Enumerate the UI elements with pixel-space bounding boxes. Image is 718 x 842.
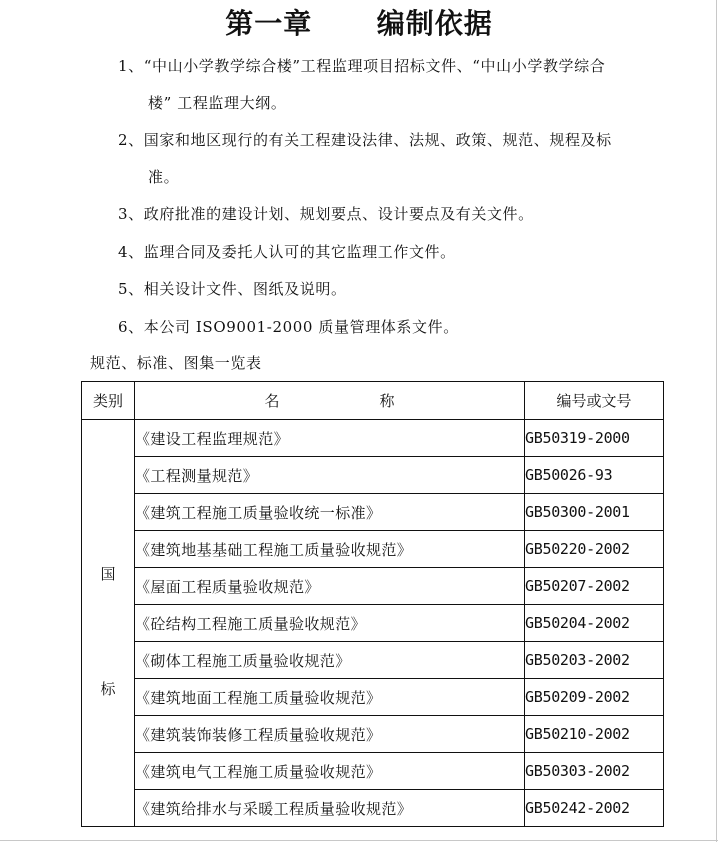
table-header-row	[82, 382, 664, 420]
header-name-part1: 名	[264, 392, 280, 410]
standard-name-cell: 《建筑工程施工质量验收统一标准》	[135, 494, 525, 531]
standard-code-cell: GB50210-2002	[525, 716, 664, 753]
basis-item-4: 4、监理合同及委托人认可的其它监理工作文件。	[118, 243, 456, 261]
standard-name-cell: 《建筑地面工程施工质量验收规范》	[135, 679, 525, 716]
standard-code-cell: GB50207-2002	[525, 568, 664, 605]
basis-item-2-line-1: 2、国家和地区现行的有关工程建设法律、法规、政策、规范、规程及标	[118, 131, 612, 149]
standard-name-cell: 《建设工程监理规范》	[135, 420, 525, 457]
basis-item-1-line-1: 1、“中山小学教学综合楼”工程监理项目招标文件、“中山小学教学综合	[118, 57, 606, 75]
table-row	[82, 457, 664, 494]
basis-item-5: 5、相关设计文件、图纸及说明。	[118, 280, 347, 298]
category-cell	[82, 420, 135, 827]
category-char: 标	[100, 680, 116, 698]
page-edge-bottom	[0, 840, 718, 841]
basis-item-3: 3、政府批准的建设计划、规划要点、设计要点及有关文件。	[118, 205, 534, 223]
table-row	[82, 642, 664, 679]
standard-code-cell: GB50242-2002	[525, 790, 664, 827]
standard-code-cell: GB50300-2001	[525, 494, 664, 531]
standards-table	[81, 381, 664, 827]
header-code: 编号或文号	[525, 382, 664, 420]
standard-code-cell: GB50203-2002	[525, 642, 664, 679]
standard-code-cell: GB50026-93	[525, 457, 664, 494]
standard-name-cell: 《屋面工程质量验收规范》	[135, 568, 525, 605]
table-row	[82, 568, 664, 605]
chapter-title: 第一章 编制依据	[225, 7, 493, 40]
standard-name-cell: 《建筑电气工程施工质量验收规范》	[135, 753, 525, 790]
table-row	[82, 420, 664, 457]
standard-name-cell: 《建筑地基基础工程施工质量验收规范》	[135, 531, 525, 568]
standard-code-cell: GB50303-2002	[525, 753, 664, 790]
table-row	[82, 790, 664, 827]
page-edge-right	[716, 0, 717, 842]
category-char: 国	[100, 565, 116, 583]
standard-name-cell: 《建筑给排水与采暖工程质量验收规范》	[135, 790, 525, 827]
table-row	[82, 679, 664, 716]
standard-name-cell: 《工程测量规范》	[135, 457, 525, 494]
table-title: 规范、标准、图集一览表	[90, 354, 262, 372]
table-row	[82, 753, 664, 790]
basis-item-1-line-2: 楼” 工程监理大纲。	[148, 94, 287, 112]
basis-item-2-line-2: 准。	[148, 168, 180, 186]
table-row	[82, 494, 664, 531]
standard-code-cell: GB50204-2002	[525, 605, 664, 642]
standard-name-cell: 《砌体工程施工质量验收规范》	[135, 642, 525, 679]
standard-name-cell: 《建筑装饰装修工程质量验收规范》	[135, 716, 525, 753]
header-category: 类别	[82, 382, 135, 420]
table-row	[82, 716, 664, 753]
standard-code-cell: GB50220-2002	[525, 531, 664, 568]
standard-code-cell: GB50209-2002	[525, 679, 664, 716]
standard-code-cell: GB50319-2000	[525, 420, 664, 457]
basis-item-6: 6、本公司 ISO9001-2000 质量管理体系文件。	[118, 318, 459, 336]
header-name	[135, 382, 525, 420]
table-row	[82, 605, 664, 642]
standard-name-cell: 《砼结构工程施工质量验收规范》	[135, 605, 525, 642]
table-row	[82, 531, 664, 568]
header-name-part2: 称	[379, 392, 395, 410]
